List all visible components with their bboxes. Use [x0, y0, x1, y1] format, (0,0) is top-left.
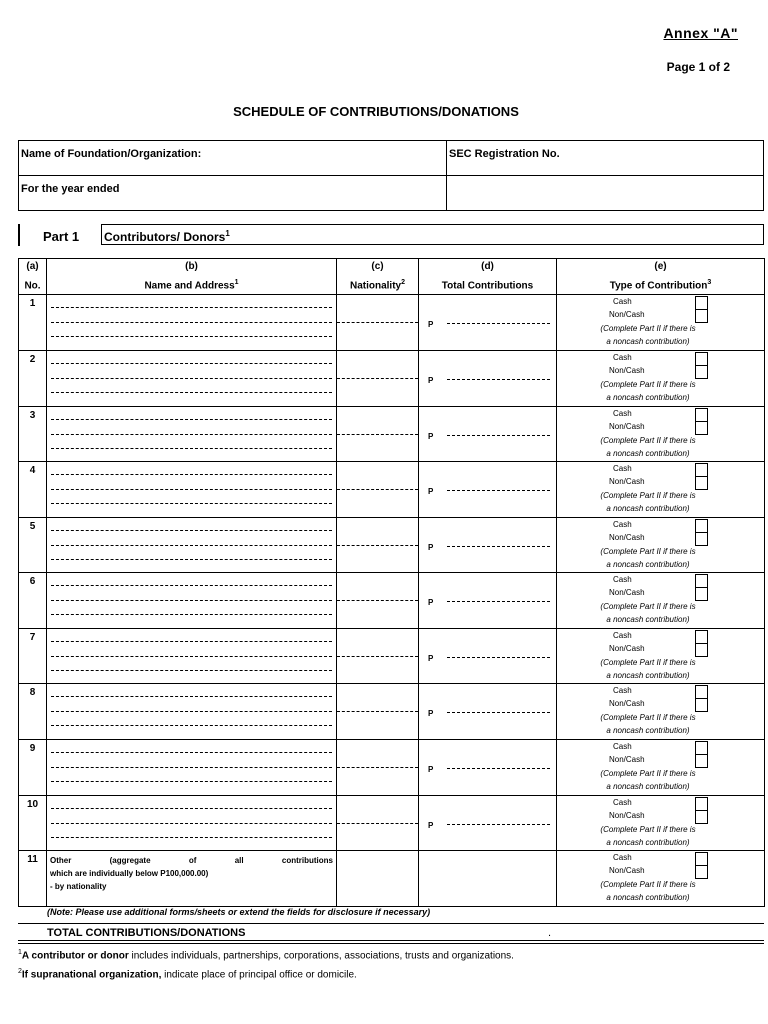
noncash-note: (Complete Part II if there is a noncash contribution)	[600, 657, 696, 680]
nationality-field[interactable]	[337, 517, 419, 573]
noncash-note: (Complete Part II if there is a noncash contribution)	[600, 435, 696, 458]
noncash-checkbox[interactable]	[695, 643, 708, 657]
total-contribution-field[interactable]	[419, 684, 557, 740]
cash-checkbox[interactable]	[695, 685, 708, 699]
cash-option-label: Cash	[613, 686, 632, 696]
footnote-1	[18, 949, 514, 961]
contributors-table	[18, 258, 765, 907]
noncash-checkbox[interactable]	[695, 421, 708, 435]
name-address-field[interactable]	[47, 517, 337, 573]
row-number: 8	[19, 684, 47, 740]
cash-option-label: Cash	[613, 742, 632, 752]
total-label: TOTAL CONTRIBUTIONS/DONATIONS	[47, 927, 246, 939]
nationality-field[interactable]	[337, 740, 419, 796]
cash-checkbox[interactable]	[695, 352, 708, 366]
table-row	[19, 573, 765, 629]
name-address-field[interactable]	[47, 406, 337, 462]
sec-registration-label: SEC Registration No.	[449, 148, 560, 160]
contribution-type-cell	[557, 684, 765, 740]
contribution-type-cell	[557, 406, 765, 462]
footnote-2-term: If supranational organization,	[21, 969, 162, 981]
name-address-field[interactable]	[47, 795, 337, 851]
table-row	[19, 740, 765, 796]
column-name: Nationality$^2$	[349, 279, 406, 292]
name-address-field[interactable]	[47, 350, 337, 406]
table-row	[19, 795, 765, 851]
column-letter: (c)	[371, 261, 384, 272]
nationality-field[interactable]	[337, 350, 419, 406]
row-number: 9	[19, 740, 47, 796]
nationality-field[interactable]	[337, 628, 419, 684]
noncash-option-label: Non/Cash	[609, 588, 645, 598]
row-number: 6	[19, 573, 47, 629]
column-name: No.	[24, 280, 41, 292]
column-header	[557, 259, 765, 295]
cash-checkbox[interactable]	[695, 852, 708, 866]
row-number: 7	[19, 628, 47, 684]
annex-label: Annex "A"	[663, 25, 738, 41]
cash-checkbox[interactable]	[695, 296, 708, 310]
total-contribution-field[interactable]	[419, 740, 557, 796]
noncash-checkbox[interactable]	[695, 532, 708, 546]
name-address-field[interactable]	[47, 573, 337, 629]
cash-checkbox[interactable]	[695, 463, 708, 477]
noncash-option-label: Non/Cash	[609, 477, 645, 487]
name-address-field[interactable]	[47, 684, 337, 740]
noncash-checkbox[interactable]	[695, 309, 708, 323]
part-divider	[18, 224, 20, 246]
year-ended-value[interactable]	[447, 176, 764, 211]
nationality-field[interactable]	[337, 406, 419, 462]
noncash-note: (Complete Part II if there is a noncash contribution)	[600, 880, 696, 903]
year-ended-label: For the year ended	[21, 183, 120, 195]
footnote-2	[18, 968, 357, 980]
noncash-note: (Complete Part II if there is a noncash contribution)	[600, 602, 696, 625]
footnote-1-term: A contributor or donor	[21, 950, 129, 962]
noncash-note: (Complete Part II if there is a noncash contribution)	[600, 324, 696, 347]
noncash-option-label: Non/Cash	[609, 421, 645, 431]
noncash-checkbox[interactable]	[695, 865, 708, 879]
cash-checkbox[interactable]	[695, 630, 708, 644]
disclosure-note: (Note: Please use additional forms/sheets or extend the fields for disclosure if necessary)	[47, 907, 431, 917]
contribution-type-cell	[557, 462, 765, 518]
row-number: 1	[19, 295, 47, 351]
nationality-field[interactable]	[337, 462, 419, 518]
column-header	[419, 259, 557, 295]
noncash-note: (Complete Part II if there is a noncash contribution)	[600, 379, 696, 402]
row-number: 2	[19, 350, 47, 406]
total-contribution-field[interactable]	[419, 517, 557, 573]
total-contribution-field[interactable]	[419, 350, 557, 406]
year-ended-field[interactable]	[19, 176, 447, 211]
column-header	[337, 259, 419, 295]
footnote-1-text: includes individuals, partnerships, corporations, associations, trusts and organizations.	[128, 950, 514, 962]
total-contribution-field[interactable]	[419, 462, 557, 518]
noncash-option-label: Non/Cash	[609, 643, 645, 653]
table-row	[19, 295, 765, 351]
total-value: .	[548, 927, 552, 939]
cash-checkbox[interactable]	[695, 519, 708, 533]
peso-sign: P	[428, 765, 434, 775]
noncash-option-label: Non/Cash	[609, 699, 645, 709]
cash-option-label: Cash	[613, 297, 632, 307]
peso-sign: P	[428, 653, 434, 663]
peso-sign: P	[428, 598, 434, 608]
footnote-2-sup: 2	[18, 968, 22, 975]
noncash-checkbox[interactable]	[695, 698, 708, 712]
row-number: 10	[19, 795, 47, 851]
cash-option-label: Cash	[613, 519, 632, 529]
cash-checkbox[interactable]	[695, 797, 708, 811]
total-contribution-field[interactable]	[419, 851, 557, 907]
column-letter: (a)	[26, 261, 39, 272]
name-address-field[interactable]	[47, 462, 337, 518]
nationality-field[interactable]	[337, 851, 419, 907]
noncash-option-label: Non/Cash	[609, 866, 645, 876]
part-title-sup: 1	[225, 229, 230, 238]
org-name-label: Name of Foundation/Organization:	[21, 148, 202, 160]
name-address-field[interactable]	[47, 740, 337, 796]
cash-checkbox[interactable]	[695, 574, 708, 588]
footnote-2-text: indicate place of principal office or domicile.	[161, 969, 357, 981]
rule-line	[18, 943, 764, 944]
nationality-field[interactable]	[337, 295, 419, 351]
peso-sign: P	[428, 431, 434, 441]
nationality-field[interactable]	[337, 573, 419, 629]
cash-option-label: Cash	[613, 853, 632, 863]
rule-line	[18, 923, 764, 924]
cash-option-label: Cash	[613, 352, 632, 362]
column-header	[47, 259, 337, 295]
cash-option-label: Cash	[613, 575, 632, 585]
column-name: Type of Contribution$^3$	[609, 279, 712, 292]
table-row	[19, 462, 765, 518]
peso-sign: P	[428, 709, 434, 719]
noncash-note: (Complete Part II if there is a noncash contribution)	[600, 769, 696, 792]
contribution-type-cell	[557, 795, 765, 851]
column-letter: (b)	[185, 261, 198, 272]
noncash-note: (Complete Part II if there is a noncash contribution)	[600, 546, 696, 569]
noncash-option-label: Non/Cash	[609, 310, 645, 320]
noncash-checkbox[interactable]	[695, 754, 708, 768]
contribution-type-cell	[557, 295, 765, 351]
table-row	[19, 406, 765, 462]
noncash-option-label: Non/Cash	[609, 810, 645, 820]
noncash-note: (Complete Part II if there is a noncash contribution)	[600, 824, 696, 847]
part-label: Part 1	[43, 229, 80, 244]
sec-registration-field[interactable]	[447, 141, 764, 176]
cash-option-label: Cash	[613, 797, 632, 807]
noncash-option-label: Non/Cash	[609, 365, 645, 375]
org-name-field[interactable]	[19, 141, 447, 176]
cash-option-label: Cash	[613, 630, 632, 640]
cash-option-label: Cash	[613, 464, 632, 474]
contribution-type-cell	[557, 628, 765, 684]
total-contribution-field[interactable]	[419, 295, 557, 351]
contribution-type-cell	[557, 350, 765, 406]
noncash-checkbox[interactable]	[695, 810, 708, 824]
row-number: 3	[19, 406, 47, 462]
column-header	[19, 259, 47, 295]
peso-sign: P	[428, 487, 434, 497]
total-contribution-field[interactable]	[419, 628, 557, 684]
noncash-note: (Complete Part II if there is a noncash contribution)	[600, 491, 696, 514]
peso-sign: P	[428, 820, 434, 830]
footnote-1-sup: 1	[18, 949, 22, 956]
peso-sign: P	[428, 375, 434, 385]
column-name: Total Contributions	[441, 280, 534, 292]
nationality-field[interactable]	[337, 795, 419, 851]
form-title: SCHEDULE OF CONTRIBUTIONS/DONATIONS	[233, 104, 519, 119]
rule-line	[18, 940, 764, 941]
table-row	[19, 628, 765, 684]
table-row	[19, 517, 765, 573]
noncash-checkbox[interactable]	[695, 476, 708, 490]
noncash-checkbox[interactable]	[695, 365, 708, 379]
noncash-checkbox[interactable]	[695, 587, 708, 601]
name-address-field[interactable]	[47, 295, 337, 351]
total-contribution-field[interactable]	[419, 795, 557, 851]
table-row	[19, 350, 765, 406]
noncash-option-label: Non/Cash	[609, 755, 645, 765]
total-contribution-field[interactable]	[419, 406, 557, 462]
peso-sign: P	[428, 320, 434, 330]
column-letter: (d)	[481, 261, 494, 272]
total-contribution-field[interactable]	[419, 573, 557, 629]
column-letter: (e)	[654, 261, 667, 272]
contribution-type-cell	[557, 740, 765, 796]
row-number: 5	[19, 517, 47, 573]
noncash-note: (Complete Part II if there is a noncash contribution)	[600, 713, 696, 736]
row-number: 4	[19, 462, 47, 518]
org-header-table	[18, 140, 764, 211]
cash-checkbox[interactable]	[695, 408, 708, 422]
page-number: Page 1 of 2	[666, 60, 730, 74]
cash-checkbox[interactable]	[695, 741, 708, 755]
part-title-box	[101, 224, 764, 245]
noncash-option-label: Non/Cash	[609, 532, 645, 542]
part-title: Contributors/ Donors	[104, 230, 226, 244]
name-address-field[interactable]	[47, 628, 337, 684]
contribution-type-cell	[557, 573, 765, 629]
cash-option-label: Cash	[613, 408, 632, 418]
table-row	[19, 684, 765, 740]
table-row-other	[19, 851, 765, 907]
column-name: Name and Address$^1$	[144, 279, 239, 292]
nationality-field[interactable]	[337, 684, 419, 740]
contribution-type-cell	[557, 517, 765, 573]
other-description: Other (aggregate of all contributions which are individually below P100,000.00) - by nationality	[47, 851, 337, 907]
peso-sign: P	[428, 542, 434, 552]
contribution-type-cell	[557, 851, 765, 907]
row-number: 11	[19, 851, 47, 907]
